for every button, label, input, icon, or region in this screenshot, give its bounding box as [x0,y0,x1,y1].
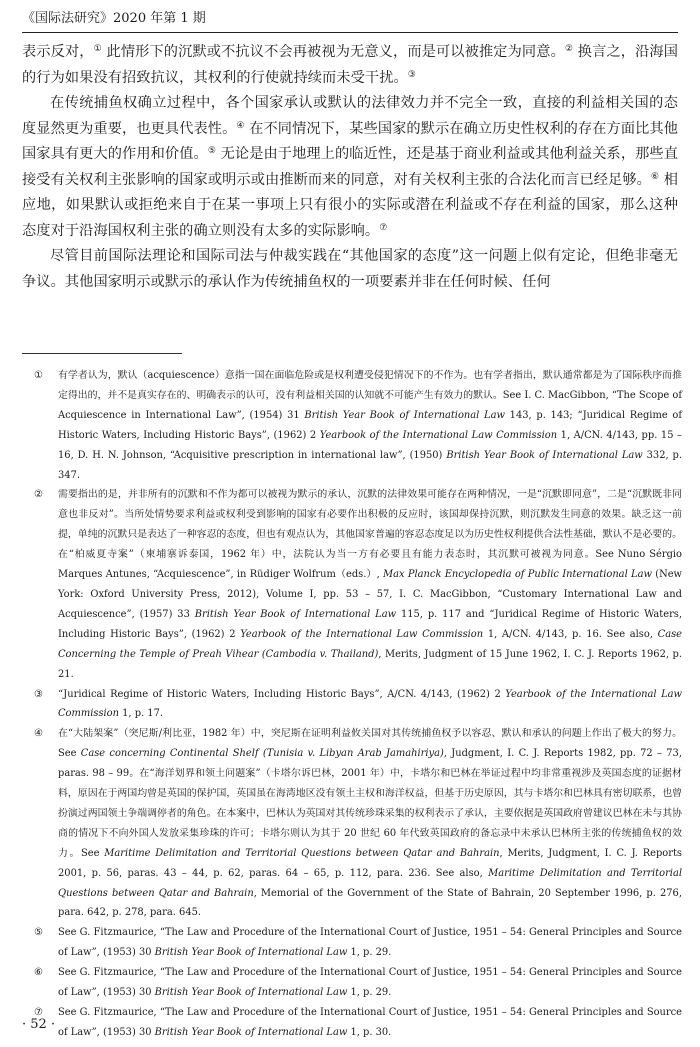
footnote-ref-2[interactable]: ② [564,44,574,54]
body-paragraph-3: 尽管目前国际法理论和国际司法与仲裁实践在“其他国家的态度”这一问题上似有定论，但绝非毫无争议。其他国家明示或默示的承认作为传统捕鱼权的一项要素并非在任何时候、任何 [22,248,678,290]
main-text [22,40,678,295]
journal-issue: 《国际法研究》2020 年第 1 期 [22,11,206,26]
footnote-3 [34,685,682,725]
footnote-number: ⑥ [34,967,43,979]
footnote-text: See G. Fitzmaurice, “The Law and Procedure of the International Court of Justice, 1951 – 54: General Principles and Source of Law”, (1953) 30 British Year Book of International Law 1, p. 29. [58,927,682,959]
body-paragraph-2: 在传统捕鱼权确立过程中，各个国家承认或默认的法律效力并不完全一致，直接的利益相关国的态度显然更为重要，也更具代表性。④ 在不同情况下，某些国家的默示在确立历史性权利的存在方面比其他国家具有更大的作用和价值。⑤ 无论是由于地理上的临近性，还是基于商业利益或其他利益关系，那些直接受有关权利主张影响的国家或明示或由推断而来的同意，对有关权利主张的合法化而言已经足够。⑥ 相应地，如果默认或拒绝来自于在某一事项上只有很小的实际或潜在利益或不存在利益的国家，那么这种态度对于沿海国权利主张的确立则没有太多的实际影响。⑦ [22,95,679,239]
page-number: · 52 · [22,1017,56,1032]
footnote-text: 在“大陆架案”（突尼斯/利比亚，1982 年）中，突尼斯在证明利益攸关国对其传统捕鱼权予以容忍、默认和承认的问题上作出了极大的努力。See Case concerning Continental Shelf (Tunisia v. Libyan Arab Jamahiriya), Judgment, I. C. J. Reports 1982, pp. 72 – 73, paras. 98 – 99。在“海洋划界和领土问题案”（卡塔尔诉巴林，2001 年）中，卡塔尔和巴林在举证过程中均非常重视涉及英国态度的证据材料，原因在于两国均曾是英国的保护国，英国虽在海湾地区没有领土主权和海洋权益，但基于历史原因，其与卡塔尔和巴林具有密切联系，也曾扮演过两国领土争端调停者的角色。在本案中，巴林认为英国对其传统珍珠采集的权利表示了承认，主要依据是英国政府曾建议巴林在未与其协商的情况下不向外国人发放采集珍珠的许可；卡塔尔则认为其于 20 世纪 60 年代致英国政府的备忘录中未承认巴林所主张的传统捕鱼权的效力。See Maritime Delimitation and Territorial Questions between Qatar and Bahrain, Merits, Judgment, I. C. J. Reports 2001, p. 56, paras. 43 – 44, p. 62, paras. 64 – 65, p. 112, para. 236. See also, Maritime Delimitation and Territorial Questions between Qatar and Bahrain, Memorial of the Government of the State of Bahrain, 20 September 1996, p. 276, para. 642, p. 278, para. 645. [58,728,683,919]
footnote-text: See G. Fitzmaurice, “The Law and Procedure of the International Court of Justice, 1951 – 54: General Principles and Source of Law”, (1953) 30 British Year Book of International Law 1, p. 30. [58,1007,682,1038]
footnote-number: ⑤ [34,927,43,939]
footnote-text: 需要指出的是，并非所有的沉默和不作为都可以被视为默示的承认，沉默的法律效果可能存在两种情况，一是“沉默即同意”，二是“沉默既非同意也非反对”。当所处情势要求利益或权利受到影响的国家有必要作出积极的反应时，该国却保持沉默，则沉默发生同意的效果。缺乏这一前提，单纯的沉默只是表达了一种容忍的态度，但也有观点认为，其他国家普遍的容忍态度足以为历史性权利提供合法性基础，默认不是必要的。在“柏威夏寺案”（柬埔寨诉泰国，1962 年）中，法院认为当一方有必要且有能力表态时，其沉默可被视为同意。See Nuno Sérgio Marques Antunes, “Acquiescence”, in Rüdiger Wolfrum（eds.）, Max Planck Encyclopedia of Public International Law (New York: Oxford University Press, 2012), Volume I, pp. 53 – 57, I. C. MacGibbon, “Customary International Law and Acquiescence”, (1957) 33 British Year Book of International Law 115, p. 117 and “Juridical Regime of Historic Waters, Including Historic Bays”, (1962) 2 Yearbook of the International Law Commission 1, A/CN. 4/143, p. 16. See also, Case Concerning the Temple of Preah Vihear (Cambodia v. Thailand), Merits, Judgment of 15 June 1962, I. C. J. Reports 1962, p. 21. [58,489,683,680]
footnote-2 [34,485,682,684]
footnote-7 [34,1003,682,1043]
footnote-ref-4[interactable]: ④ [236,120,245,131]
footnote-number: ① [34,370,43,381]
footnote-4 [34,724,682,923]
running-header [22,10,678,33]
footnotes [34,366,682,1043]
footnote-text: See G. Fitzmaurice, “The Law and Procedure of the International Court of Justice, 1951 – 54: General Principles and Source of Law”, (1953) 30 British Year Book of International Law 1, p. 29. [58,967,682,999]
footnote-number: ③ [34,688,43,700]
footnote-ref-7[interactable]: ⑦ [379,222,388,233]
body-paragraph-1: 表示反对，① 此情形下的沉默或不抗议不会再被视为无意义，而是可以被推定为同意。② 换言之，沿海国的行为如果没有招致抗议，其权利的行使就持续而未受干扰。③ [22,44,679,86]
footnote-ref-6[interactable]: ⑥ [650,171,660,182]
footnote-number: ⑦ [34,1007,43,1018]
footnote-separator [22,353,182,354]
footnote-text: 有学者认为，默认（acquiescence）意指一国在面临危险或是权利遭受侵犯情况下的不作为。也有学者指出，默认通常都是为了国际秩序而推定得出的，并不是真实存在的、明确表示的认可，没有利益相关国的认知就不可能产生有效力的默认。See I. C. MacGibbon, “The Scope of Acquiescence in International Law”, (1954) 31 British Year Book of International Law 143, p. 143; “Juridical Regime of Historic Waters, Including Historic Bays”, (1962) 2 Yearbook of the International Law Commission 1, A/CN. 4/143, pp. 15 – 16, D. H. N. Johnson, “Acquisitive prescription in international law”, (1950) British Year Book of International Law 332, p. 347. [58,370,682,481]
footnote-number: ④ [34,728,43,740]
footnote-6 [34,963,682,1003]
footnote-ref-3[interactable]: ③ [407,69,416,80]
footnote-number: ② [34,489,43,501]
footnote-ref-5[interactable]: ⑤ [207,146,217,156]
footnote-5 [34,923,682,963]
footnote-ref-1[interactable]: ① [93,44,102,54]
footnote-text: “Juridical Regime of Historic Waters, Including Historic Bays”, A/CN. 4/143, (1962) 2 Yearbook of the International Law Commission 1, p. 17. [58,688,683,720]
footnote-1 [34,366,682,485]
